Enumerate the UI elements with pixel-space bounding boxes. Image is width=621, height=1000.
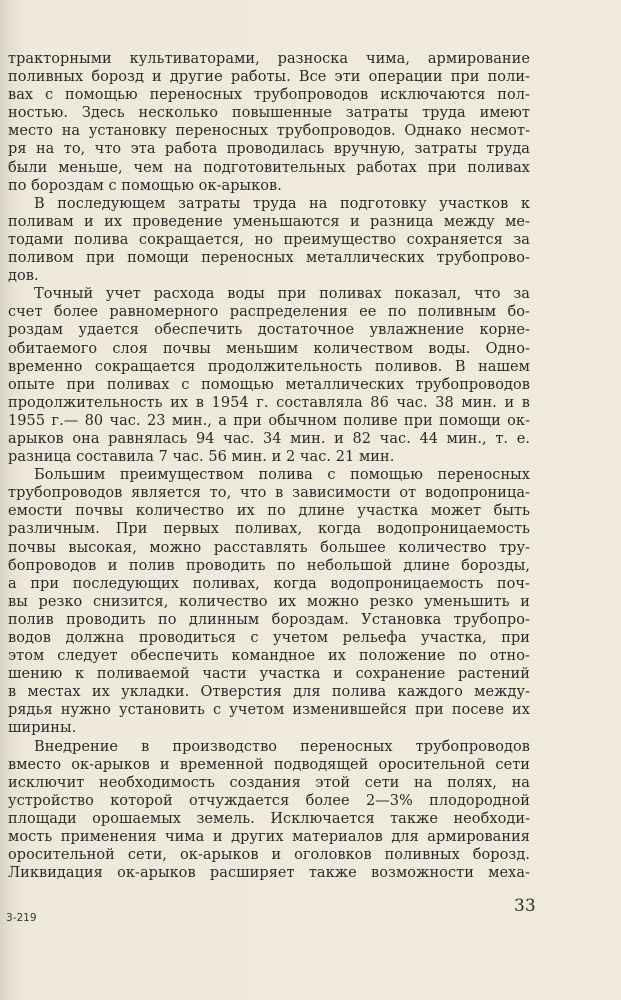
text-line: арыков она равнялась 94 час. 34 мин. и 82 час. 44 мин., т. е. <box>8 430 530 447</box>
text-line: вы резко снизится, количество их можно резко уменьшить и <box>8 593 530 610</box>
paragraph-2 <box>8 195 530 285</box>
paragraph-4 <box>8 466 530 737</box>
text-line: Точный учет расхода воды при поливах показал, что за <box>34 286 530 303</box>
text-line: по бороздам с помощью ок-арыков. <box>8 177 282 194</box>
text-line: площади орошаемых земель. Исключается также необходи- <box>8 810 530 827</box>
text-line: этом следует обеспечить командное их положение по отно- <box>8 648 530 665</box>
text-line: обитаемого слоя почвы меньшим количеством воды. Одно- <box>8 340 530 357</box>
page-number: 33 <box>514 896 536 916</box>
text-line: шению к поливаемой части участка и сохранение растений <box>8 666 530 683</box>
text-line: опыте при поливах с помощью металлических трубопроводов <box>8 376 530 393</box>
paragraph-1 <box>8 50 530 195</box>
text-line: а при последующих поливах, когда водопроницаемость поч- <box>8 575 530 592</box>
text-line: 1955 г.— 80 час. 23 мин., а при обычном поливе при помощи ок- <box>8 412 530 429</box>
printer-signature-mark: 3-219 <box>6 912 37 924</box>
text-line: ря на то, что эта работа проводилась вручную, затраты труда <box>8 141 530 158</box>
text-line: вах с помощью переносных трубопроводов исключаются пол- <box>8 87 530 104</box>
body-text <box>8 50 530 882</box>
text-line: бопроводов и полив проводить по небольшой длине борозды, <box>8 557 530 574</box>
text-line: ностью. Здесь несколько повышенные затраты труда имеют <box>8 105 530 122</box>
text-line: поливам и их проведение уменьшаются и разница между ме- <box>8 213 530 230</box>
text-line: рядья нужно установить с учетом изменившейся при посеве их <box>8 702 530 719</box>
text-line: Ликвидация ок-арыков расширяет также возможности меха- <box>8 865 530 882</box>
text-line: В последующем затраты труда на подготовку участков к <box>34 195 530 212</box>
paragraph-3 <box>8 285 530 466</box>
text-line: разница составила 7 час. 56 мин. и 2 час. 21 мин. <box>8 449 395 466</box>
text-line: вместо ок-арыков и временной подводящей оросительной сети <box>8 756 530 773</box>
text-line: трубопроводов является то, что в зависимости от водопроница- <box>8 485 530 502</box>
text-line: емости почвы количество их по длине участка может быть <box>8 503 530 520</box>
text-line: продолжительность их в 1954 г. составляла 86 час. 38 мин. и в <box>8 394 530 411</box>
text-line: оросительной сети, ок-арыков и оголовков поливных борозд. <box>8 847 530 864</box>
text-line: поливных борозд и другие работы. Все эти операции при поли- <box>8 69 530 86</box>
text-line: тодами полива сокращается, но преимущество сохраняется за <box>8 231 530 248</box>
paragraph-5 <box>8 738 530 883</box>
text-line: дов. <box>8 268 39 285</box>
text-line: устройство которой отчуждается более 2—3% плодородной <box>8 792 530 809</box>
text-line: Большим преимуществом полива с помощью переносных <box>34 467 530 484</box>
text-line: роздам удается обеспечить достаточное увлажнение корне- <box>8 322 530 339</box>
text-line: место на установку переносных трубопроводов. Однако несмот- <box>8 123 530 140</box>
text-line: счет более равномерного распределения ее по поливным бо- <box>8 304 530 321</box>
text-line: Внедрение в производство переносных трубопроводов <box>34 738 530 755</box>
text-line: временно сокращается продолжительность поливов. В нашем <box>8 358 530 375</box>
text-line: полив проводить по длинным бороздам. Установка трубопро- <box>8 611 530 628</box>
text-line: ширины. <box>8 720 77 737</box>
text-line: почвы высокая, можно расставлять большее количество тру- <box>8 539 530 556</box>
text-line: исключит необходимость создания этой сети на полях, на <box>8 774 530 791</box>
text-line: поливом при помощи переносных металлических трубопрово- <box>8 250 530 267</box>
text-line: мость применения чима и других материалов для армирования <box>8 829 530 846</box>
text-line: тракторными культиваторами, разноска чима, армирование <box>8 51 530 67</box>
text-line: были меньше, чем на подготовительных работах при поливах <box>8 159 530 176</box>
text-line: различным. При первых поливах, когда водопроницаемость <box>8 521 530 538</box>
text-line: в местах их укладки. Отверстия для полива каждого между- <box>8 684 530 701</box>
text-line: водов должна проводиться с учетом рельефа участка, при <box>8 630 530 646</box>
